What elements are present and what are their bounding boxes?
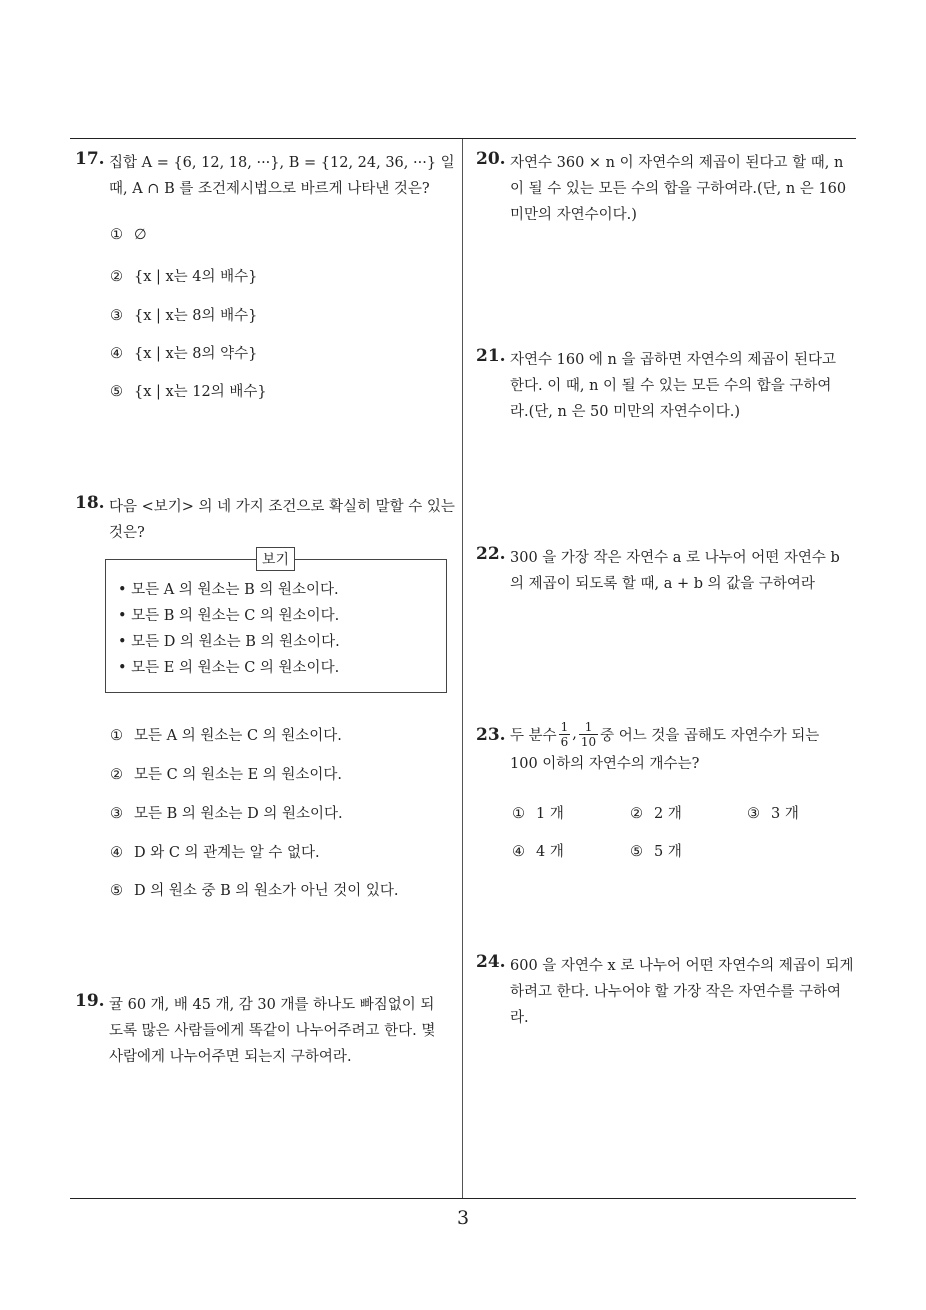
question-text-line: 자연수 160 에 n 을 곱하면 자연수의 제곱이 된다고 [510, 352, 837, 368]
question-text-line: 600 을 자연수 x 로 나누어 어떤 자연수의 제곱이 되게 [510, 958, 854, 974]
question-text-line: 도록 많은 사람들에게 똑같이 나누어주려고 한다. 몇 [109, 1023, 436, 1039]
option-mark: ⑤ [110, 883, 123, 899]
option-text: 모든 A 의 원소는 C 의 원소이다. [134, 728, 342, 744]
question-text-line: 것은? [109, 525, 145, 541]
example-box-line: • 모든 D 의 원소는 B 의 원소이다. [118, 634, 340, 650]
question-text-line: 이 될 수 있는 모든 수의 합을 구하여라.(단, n 은 160 [510, 181, 847, 197]
fraction-numerator: 1 [560, 719, 569, 734]
fraction-1-6 [559, 720, 571, 749]
example-box-line: • 모든 A 의 원소는 B 의 원소이다. [118, 582, 339, 598]
option-5[interactable] [110, 879, 398, 900]
option-4[interactable] [110, 841, 320, 862]
question-text-segment: 중 어느 것을 곱해도 자연수가 되는 [600, 727, 820, 744]
option-4[interactable] [512, 840, 564, 861]
bottom-rule [70, 1198, 856, 1199]
option-mark: ② [110, 269, 123, 285]
option-text: 3 개 [771, 806, 799, 822]
option-3[interactable] [110, 304, 257, 325]
option-5[interactable] [630, 840, 682, 861]
question-text-line: 300 을 가장 작은 자연수 a 로 나누어 어떤 자연수 b [510, 550, 840, 566]
question-number: 19. [75, 991, 105, 1011]
option-mark: ③ [747, 806, 760, 822]
question-text-line: 100 이하의 자연수의 개수는? [510, 756, 700, 772]
option-1[interactable] [110, 227, 147, 243]
option-mark: ① [512, 806, 525, 822]
option-mark: ⑤ [630, 844, 643, 860]
question-text-line: 의 제곱이 되도록 할 때, a + b 의 값을 구하여라 [510, 576, 815, 592]
option-mark: ④ [110, 845, 123, 861]
option-1[interactable] [512, 802, 564, 823]
question-text-line: 집합 A = {6, 12, 18, ···}, B = {12, 24, 36, ···} 일 [109, 155, 455, 171]
option-text: 1 개 [536, 806, 564, 822]
question-number: 20. [476, 149, 506, 169]
question-number: 21. [476, 346, 506, 366]
question-text-line [510, 717, 819, 751]
fraction-numerator: 1 [579, 720, 598, 735]
option-text: ∅ [134, 227, 147, 243]
question-number: 18. [75, 493, 105, 513]
column-divider [462, 139, 463, 1199]
option-mark: ④ [512, 844, 525, 860]
option-2[interactable] [630, 802, 682, 823]
question-text-line: 귤 60 개, 배 45 개, 감 30 개를 하나도 빠짐없이 되 [109, 997, 435, 1013]
option-mark: ③ [110, 308, 123, 324]
option-2[interactable] [110, 763, 342, 784]
fraction-denominator: 6 [560, 734, 569, 749]
question-text-line: 라. [510, 1010, 529, 1026]
question-text-line: 한다. 이 때, n 이 될 수 있는 모든 수의 합을 구하여 [510, 378, 832, 394]
question-number: 17. [75, 149, 105, 169]
option-1[interactable] [110, 724, 342, 745]
question-text-line: 하려고 한다. 나누어야 할 가장 작은 자연수를 구하여 [510, 984, 842, 1000]
question-number: 23. [476, 725, 506, 745]
option-mark: ② [630, 806, 643, 822]
option-mark: ⑤ [110, 384, 123, 400]
option-2[interactable] [110, 265, 257, 286]
option-text: 5 개 [654, 844, 682, 860]
page-number: 3 [456, 1207, 470, 1229]
option-text: D 와 C 의 관계는 알 수 없다. [134, 845, 320, 861]
example-box-title: 보기 [256, 547, 295, 571]
option-mark: ① [110, 728, 123, 744]
separator: , [572, 726, 577, 742]
option-text: D 의 원소 중 B 의 원소가 아닌 것이 있다. [134, 883, 399, 899]
option-mark: ④ [110, 346, 123, 362]
option-mark: ① [110, 227, 123, 243]
question-number: 24. [476, 952, 506, 972]
question-text-line: 자연수 360 × n 이 자연수의 제곱이 된다고 할 때, n [510, 155, 844, 171]
option-text: {x | x는 8의 약수} [134, 346, 258, 362]
option-5[interactable] [110, 380, 267, 401]
question-text-line: 라.(단, n 은 50 미만의 자연수이다.) [510, 404, 741, 420]
option-4[interactable] [110, 342, 257, 363]
option-text: {x | x는 8의 배수} [134, 308, 258, 324]
question-text-line: 미만의 자연수이다.) [510, 207, 637, 223]
example-box-line: • 모든 E 의 원소는 C 의 원소이다. [118, 660, 340, 676]
option-text: {x | x는 12의 배수} [134, 384, 267, 400]
option-mark: ③ [110, 806, 123, 822]
option-3[interactable] [110, 802, 343, 823]
top-rule [70, 138, 856, 139]
option-text: 모든 B 의 원소는 D 의 원소이다. [134, 806, 343, 822]
option-text: 2 개 [654, 806, 682, 822]
question-text-line: 때, A ∩ B 를 조건제시법으로 바르게 나타낸 것은? [109, 181, 430, 197]
option-text: {x | x는 4의 배수} [134, 269, 258, 285]
option-text: 모든 C 의 원소는 E 의 원소이다. [134, 767, 343, 783]
question-text-segment: 두 분수 [510, 727, 557, 744]
option-mark: ② [110, 767, 123, 783]
fraction-denominator: 10 [580, 734, 597, 749]
fraction-1-10 [579, 720, 598, 749]
question-text-line: 사람에게 나누어주면 되는지 구하여라. [109, 1049, 352, 1065]
example-box-line: • 모든 B 의 원소는 C 의 원소이다. [118, 608, 340, 624]
question-text-line: 다음 <보기> 의 네 가지 조건으로 확실히 말할 수 있는 [109, 499, 455, 515]
question-number: 22. [476, 544, 506, 564]
option-text: 4 개 [536, 844, 564, 860]
option-3[interactable] [747, 802, 799, 823]
